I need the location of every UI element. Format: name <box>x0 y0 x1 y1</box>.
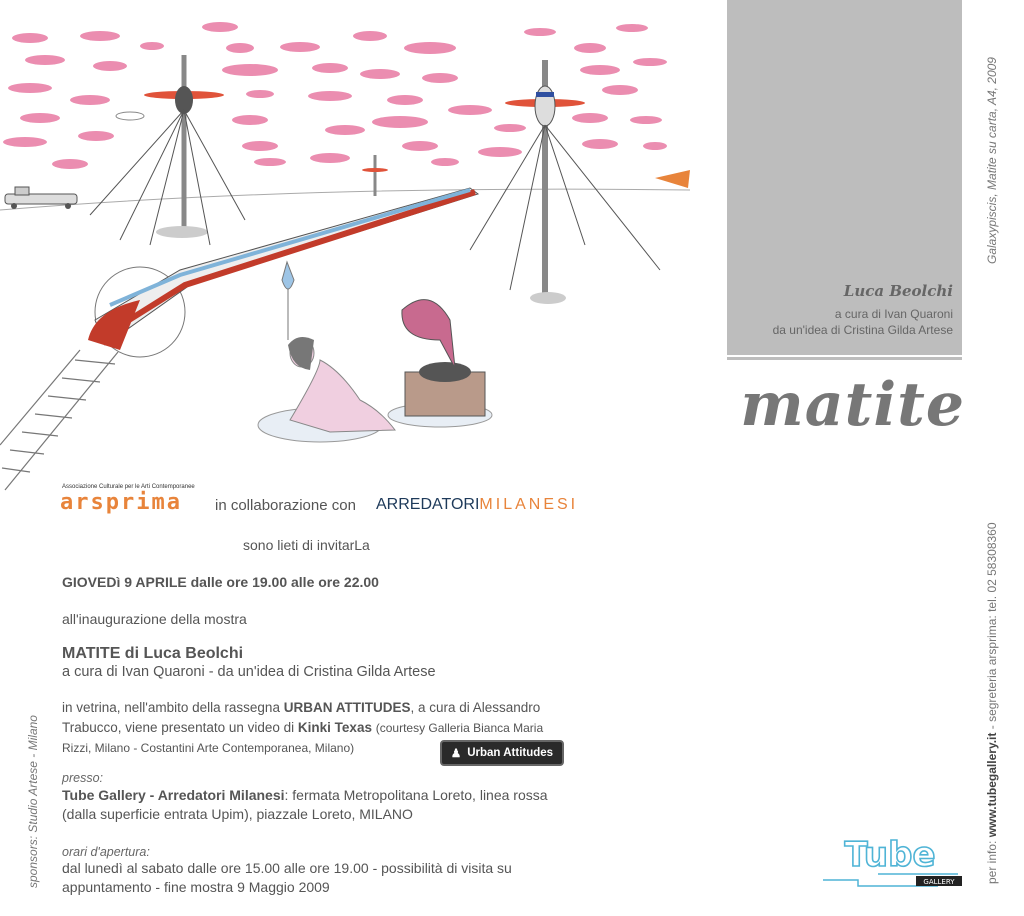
info-phone: - segreteria arsprima: tel. 02 58308360 <box>985 522 999 730</box>
urban-attitudes-bold: URBAN ATTITUDES <box>283 700 411 715</box>
divider <box>727 357 962 360</box>
association-tagline: Associazione Culturale per le Arti Contemporanee <box>62 484 195 490</box>
arsprima-logo: arsprima <box>60 490 182 515</box>
show-title: MATITE di Luca Beolchi <box>62 645 244 662</box>
tube-gallery-logo <box>818 824 964 892</box>
hours-text: dal lunedì al sabato dalle ore 15.00 alle ore 19.00 - possibilità di visita su appuntamento - fine mostra 9 Maggio 2009 <box>62 860 512 895</box>
car <box>5 187 77 209</box>
fish-school <box>3 22 667 169</box>
collaboration-text: in collaborazione con <box>215 497 356 514</box>
arrow-flame <box>655 170 690 188</box>
hours-label: orari d'apertura: <box>62 845 150 859</box>
artwork-caption-vertical: Galaxypiscis, Matite su carta, A4, 2009 <box>985 57 999 264</box>
panel-credit-idea: da un'idea di Cristina Gilda Artese <box>772 323 953 337</box>
venue-text <box>62 786 582 824</box>
tube-logo-word: Tube <box>844 835 936 875</box>
antenna-tower-right <box>470 60 660 304</box>
kinki-texas-bold: Kinki Texas <box>297 720 372 735</box>
contact-info-vertical <box>985 522 999 884</box>
antenna-tower-left <box>90 55 245 245</box>
artwork-drawing <box>0 0 700 500</box>
grey-panel <box>727 0 962 355</box>
badge-label: Urban Attitudes <box>467 747 554 759</box>
tube-logo-sub: GALLERY <box>923 878 955 886</box>
arredatori-milanesi-logo <box>376 496 578 514</box>
antenna-tower-small <box>362 155 388 196</box>
invite-line: sono lieti di invitarLa <box>243 537 370 553</box>
rail-track <box>0 350 118 490</box>
venue-address: : fermata Metropolitana Loreto, linea rossa (dalla superficie entrata Upim), piazzale Loreto, MILANO <box>62 787 548 822</box>
venue-label: presso: <box>62 771 103 785</box>
info-prefix: per info: <box>985 840 999 884</box>
inauguration-line: all'inaugurazione della mostra <box>62 611 247 627</box>
show-credit: a cura di Ivan Quaroni - da un'idea di Cristina Gilda Artese <box>62 664 436 680</box>
sponsors-vertical: sponsors: Studio Artese - Milano <box>26 715 40 888</box>
urban-attitudes-badge <box>440 740 564 766</box>
para-part3: (courtesy Galleria Bianca Maria Rizzi, Milano - Costantini Arte Contemporanea, Milano) <box>62 721 544 755</box>
para-part2: , a cura di Alessandro Trabucco, viene presentato un video di <box>62 700 541 735</box>
website-link[interactable]: www.tubegallery.it <box>985 732 999 838</box>
event-date: GIOVEDì 9 APRILE dalle ore 19.00 alle ore 22.00 <box>62 574 379 590</box>
gramophone <box>388 300 492 427</box>
figure-icon: ♟ <box>450 748 462 760</box>
reclining-figure <box>258 262 395 442</box>
para-part1: in vetrina, nell'ambito della rassegna <box>62 700 280 715</box>
exhibition-title-large: matite <box>740 370 965 440</box>
arredatori-word: ARREDATORI <box>376 496 480 513</box>
panel-artist-name: Luca Beolchi <box>843 282 953 300</box>
panel-credit-curator: a cura di Ivan Quaroni <box>834 307 953 321</box>
venue-name: Tube Gallery - Arredatori Milanesi <box>62 787 285 803</box>
milanesi-word: MILANESI <box>479 496 579 513</box>
